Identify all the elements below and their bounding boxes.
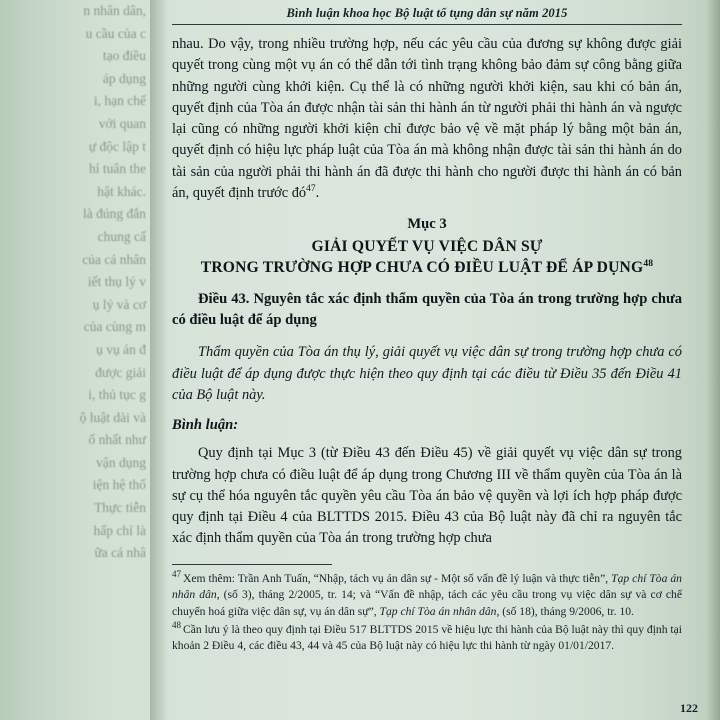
footnote (172, 622, 682, 655)
section-title-line2: TRONG TRƯỜNG HỢP CHƯA CÓ ĐIỀU LUẬT ĐỂ ÁP DỤNG (200, 259, 644, 277)
left-page-line: ộ luật dài và (79, 409, 146, 425)
footnote-rule (172, 564, 332, 565)
footnotes (172, 568, 683, 655)
page-number: 122 (680, 701, 698, 715)
header-rule (172, 24, 682, 25)
left-page-line: hấp chỉ là (93, 522, 146, 538)
left-page-line: là đúng đắn (83, 206, 146, 222)
section-title-line1: GIẢI QUYẾT VỤ VIỆC DÂN SỰ (311, 238, 543, 256)
footnote-number: 48 (172, 620, 181, 631)
paragraph-text: nhau. Do vậy, trong nhiều trường hợp, nếu các yêu cầu của đương sự không được giải quyết trong cùng một vụ án có thể dẫn tới tình trạng không bảo đảm sự công bằng giữa những người cùng khởi kiện. Cụ thể là có những người khởi kiện, sau khi có bản án, quyết định của Tòa án được nhận tài sản thi hành án từ người phải thi hành án và ngược lại cũng có những người khởi kiện chỉ được bảo vệ về mặt pháp lý bằng một bản án, quyết định có hiệu lực pháp luật của Tòa án mà không nhận được tài sản thi hành án do tài sản của người phải thi hành án đã được thi hành cho người được thi hành án có bản án, quyết định trước đó (172, 36, 682, 202)
left-page-line: áp dụng (102, 70, 146, 86)
footnote-text: Tạp chí Tòa án nhân dân (172, 571, 682, 602)
left-page-line: của cùng m (83, 319, 146, 335)
commentary-label: Bình luận: (172, 417, 239, 434)
left-page-line: ụ vụ án đ (96, 341, 146, 357)
left-page-line: tạo điều (102, 48, 146, 64)
footnote-marker-47: 47 (306, 184, 316, 195)
page-content (172, 0, 682, 657)
left-page-line: i, thủ tục g (88, 387, 146, 403)
left-page-line: hật khác. (97, 183, 146, 199)
left-page-line: vận dụng (96, 454, 146, 470)
left-page-fragment (0, 0, 152, 720)
left-page-line: chung cấ (97, 228, 146, 244)
left-page-line: được giải (95, 364, 146, 380)
footnote-text: Cần lưu ý là theo quy định tại Điều 517 BLTTDS 2015 về hiệu lực thi hành của Bộ luật này thì quy định tại khoản 2 Điều 4, các điều 43, 44 và 45 của Bộ luật này có hiệu lực thi hành từ ngày 01/01/2017. (172, 622, 683, 653)
left-page-line: ụ lý và cơ (92, 296, 146, 312)
left-page-line: iết thụ lý v (87, 274, 146, 290)
footnote-text: , (số 18), tháng 9/2006, tr. 10. (496, 604, 634, 618)
left-page-line: i, hạn chế (93, 93, 146, 109)
footnote-text: Xem thêm: Trần Anh Tuấn, “Nhập, tách vụ án dân sự - Một số vấn đề lý luận và thực tiễn”, (183, 571, 612, 585)
left-page-line: hỉ tuân the (89, 161, 146, 177)
commentary-paragraph: Quy định tại Mục 3 (từ Điều 43 đến Điều 45) về giải quyết vụ việc dân sự trong trường hợp chưa có điều luật để áp dụng trong Chương III về thẩm quyền của Tòa án là sự cụ thể hóa nguyên tắc quyền yêu cầu Tòa án bảo vệ quyền và lợi ích hợp pháp được quy định tại Điều 4 của BLTTDS 2015. Điều 43 của Bộ luật này đã chỉ ra nguyên tắc xác định thẩm quyền của Tòa án trong trường hợp chưa (172, 445, 682, 547)
left-page-line: ữa cá nhâ (94, 545, 146, 561)
footnote-text: , (số 3), tháng 2/2005, tr. 14; và “Vấn đề nhập, tách các yêu cầu trong vụ việc dân sự và cơ chế chuyển hoá giữa việc dân sự, vụ án dân sự”, (172, 588, 683, 618)
footnote-number: 47 (172, 568, 181, 579)
article-quote: Thẩm quyền của Tòa án thụ lý, giải quyết vụ việc dân sự trong trường hợp chưa có điều luật để áp dụng được thực hiện theo quy định tại các điều từ Điều 35 đến Điều 41 của Bộ luật này. (172, 344, 682, 403)
footnote (172, 568, 683, 620)
left-page-line: u cầu của c (85, 25, 146, 41)
left-page-line: ố nhất như (88, 432, 146, 448)
left-page-line: n nhân dân, (83, 3, 146, 18)
footnote-marker-48: 48 (643, 259, 654, 270)
footnote-text: Tạp chí Tòa án nhân dân (379, 604, 497, 618)
paragraph-trailing: . (315, 185, 320, 202)
article-heading: Điều 43. Nguyên tắc xác định thẩm quyền của Tòa án trong trường hợp chưa có điều luật để áp dụng (172, 291, 682, 329)
left-page-line: Thực tiễn (94, 500, 146, 516)
main-page (160, 0, 720, 720)
section-title (172, 236, 682, 278)
body-paragraph (172, 34, 682, 204)
running-head: Bình luận khoa học Bộ luật tố tụng dân sự năm 2015 (286, 6, 568, 20)
section-label: Mục 3 (407, 216, 447, 233)
left-page-line: của cá nhân (82, 251, 146, 267)
left-page-line: với quan (98, 115, 146, 131)
left-page-line: iện hệ thố (92, 477, 146, 493)
left-page-line: ự độc lập t (88, 138, 146, 154)
